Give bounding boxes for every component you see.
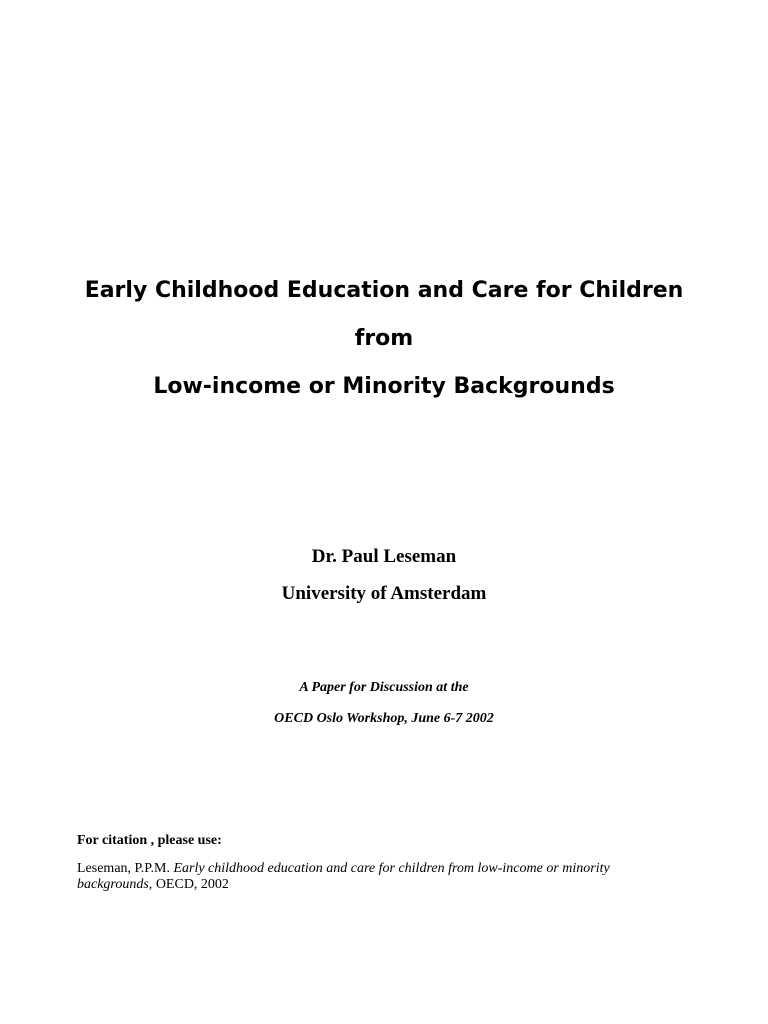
title-line-1: Early Childhood Education and Care for Children [84,278,684,303]
author-name: Dr. Paul Leseman [311,546,457,567]
citation-author: Leseman, P.P.M. [77,861,170,876]
workshop-note: OECD Oslo Workshop, June 6-7 2002 [274,711,494,726]
citation-label: For citation , please use: [77,833,222,848]
citation-reference [77,861,637,893]
author-affiliation: University of Amsterdam [281,583,487,604]
title-line-3: Low-income or Minority Backgrounds [153,374,615,399]
citation-publisher: OECD, 2002 [155,877,229,892]
discussion-note: A Paper for Discussion at the [299,680,469,695]
citation-title: Early childhood education and care for children from low-income or minority backgrounds, [77,861,610,892]
title-line-2: from [354,326,414,351]
